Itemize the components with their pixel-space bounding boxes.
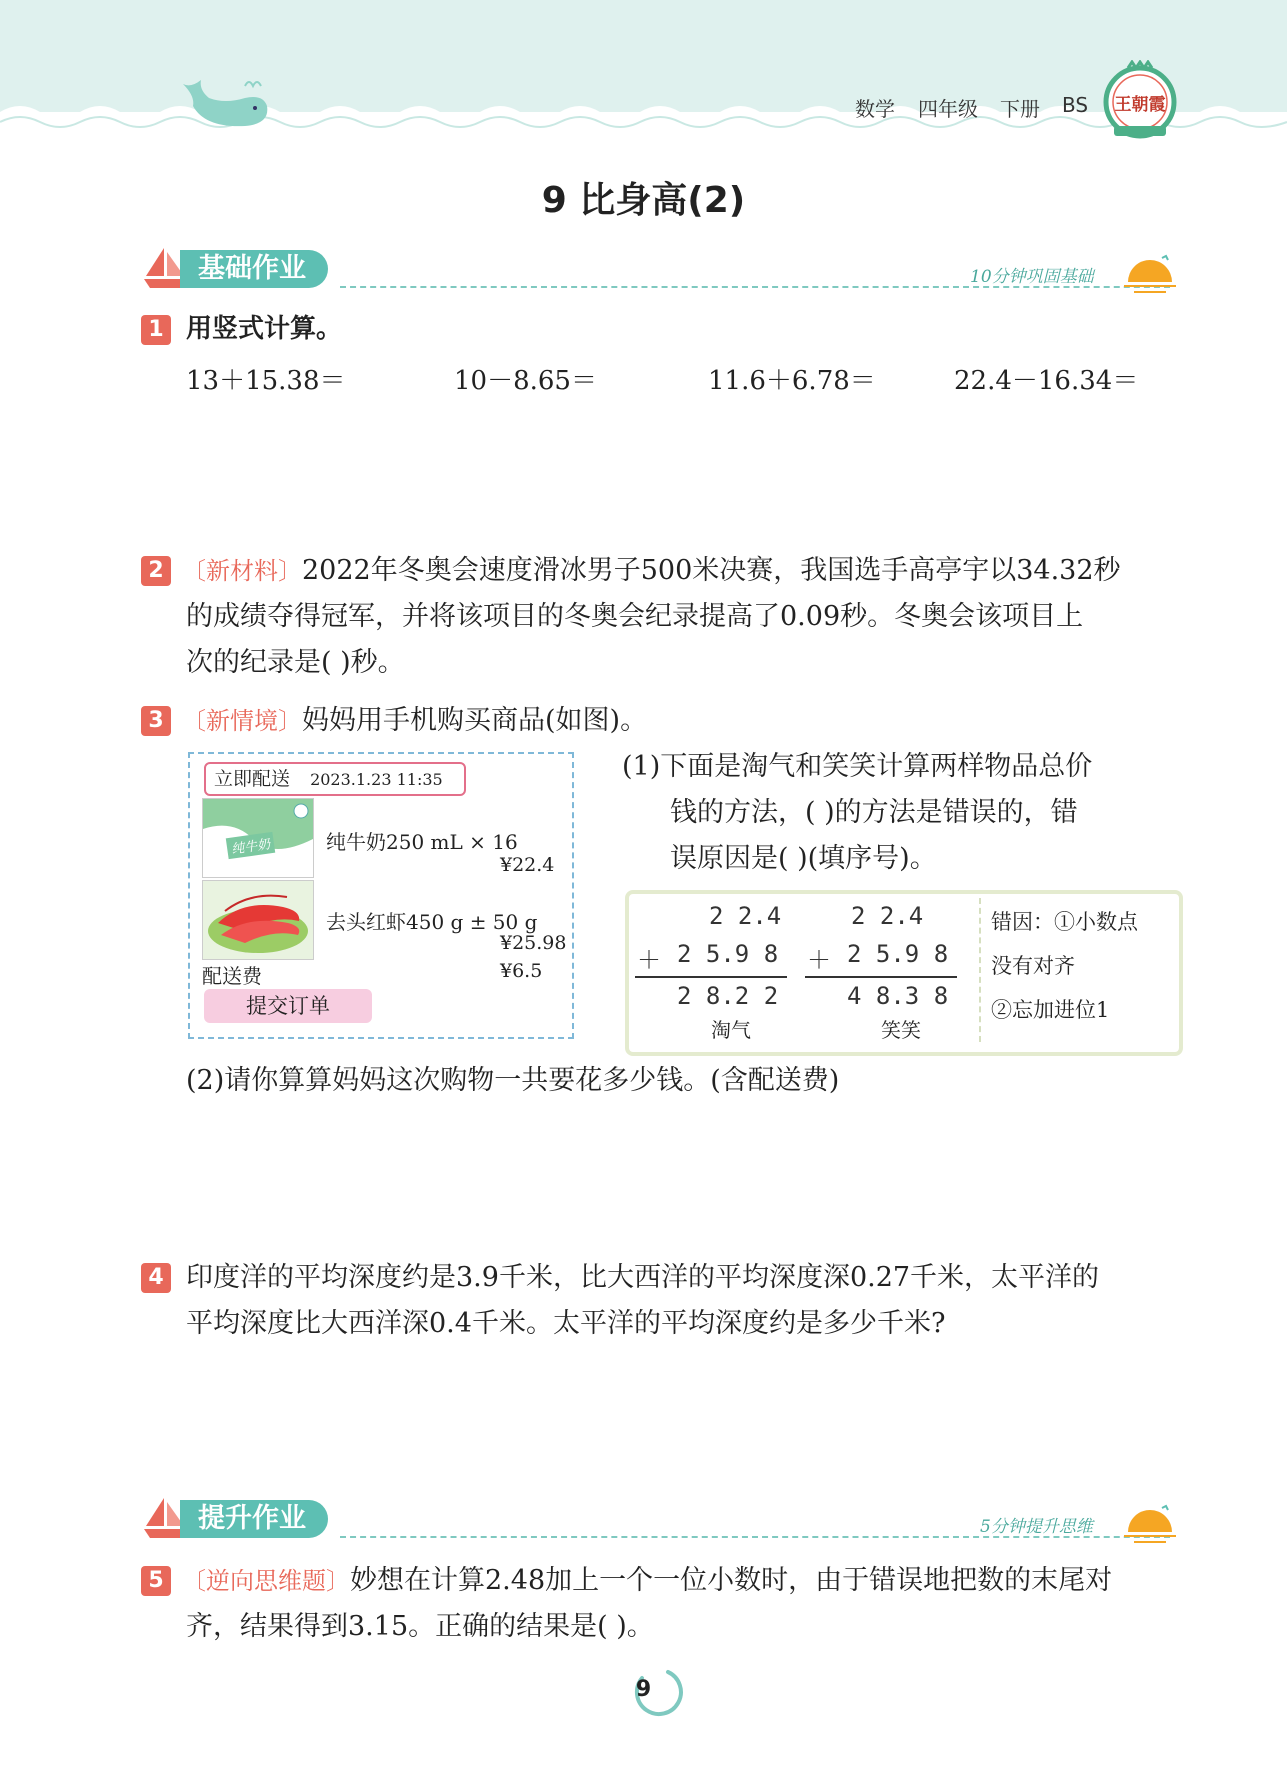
section-basic-time: 10分钟巩固基础 (970, 267, 1094, 287)
question-3-text (182, 698, 647, 744)
xiaoxiao-top-number: 2 2.4 (851, 902, 924, 930)
question-5-line-1-text: 妙想在计算2.48加上一个一位小数时，由于错误地把数的末尾对 (350, 1565, 1113, 1596)
milk-image (202, 798, 314, 878)
question-3-number: 3 (141, 706, 171, 736)
question-2-line-2: 的成绩夺得冠军，并将该项目的冬奥会纪录提高了0.09秒。冬奥会该项目上 (186, 601, 1084, 632)
volume-label: 下册 (1000, 97, 1040, 121)
delivery-fee-price: ¥6.5 (500, 960, 543, 982)
error-reason-2: 没有对齐 (991, 954, 1075, 978)
q3-sub1-line-1: (1)下面是淘气和笑笑计算两样物品总价 (622, 751, 1093, 782)
question-2-tag: 〔新材料〕 (182, 557, 302, 585)
xiaoxiao-result: 4 8.3 8 (847, 982, 949, 1010)
page-number: 9 (635, 1677, 652, 1702)
taoqi-name: 淘气 (711, 1018, 751, 1042)
logo-text: 王朝霞 (1114, 95, 1166, 115)
taoqi-top-number: 2 2.4 (709, 902, 782, 930)
xiaoxiao-sum-line (805, 976, 957, 978)
subject-label: 数学 (855, 97, 895, 121)
shrimp-image (202, 880, 314, 960)
page-title: 9 比身高(2) (541, 180, 746, 221)
submit-order-button[interactable]: 提交订单 (204, 989, 372, 1023)
brand-logo (1100, 60, 1180, 140)
taoqi-sum-line (635, 976, 787, 978)
q3-sub1-line-2: 钱的方法，( )的方法是错误的，错 (670, 797, 1078, 828)
order-time: 2023.1.23 11:35 (310, 770, 443, 789)
error-reason-3: ②忘加进位1 (991, 998, 1110, 1022)
shrimp-icon (203, 881, 313, 959)
question-5-tag: 〔逆向思维题〕 (182, 1567, 350, 1595)
question-3-text-body: 妈妈用手机购买商品(如图)。 (302, 705, 648, 736)
question-4-line-1: 印度洋的平均深度约是3.9千米，比大西洋的平均深度深0.27千米，太平洋的 (186, 1262, 1100, 1293)
order-card (188, 752, 574, 1039)
taoqi-plus-sign: ＋ (637, 946, 661, 974)
calculation-comparison-box (625, 890, 1183, 1056)
item-2-name: 去头红虾450 g ± 50 g (326, 910, 538, 934)
question-1-number: 1 (141, 315, 171, 345)
taoqi-result: 2 8.2 2 (677, 982, 779, 1010)
q1-expression-2: 10－8.65＝ (454, 366, 597, 396)
item-1-price: ¥22.4 (500, 854, 555, 876)
xiaoxiao-plus-sign: ＋ (807, 946, 831, 974)
xiaoxiao-addend: 2 5.9 8 (847, 940, 949, 968)
question-5-line-2: 齐，结果得到3.15。正确的结果是( )。 (186, 1611, 654, 1642)
edition-label: BS (1062, 93, 1089, 117)
q3-sub2: (2)请你算算妈妈这次购物一共要花多少钱。(含配送费) (186, 1065, 840, 1096)
error-reason-1: 错因：①小数点 (991, 910, 1138, 934)
question-2-line-1-text: 2022年冬奥会速度滑冰男子500米决赛，我国选手高亭宇以34.32秒 (302, 555, 1121, 586)
item-1-name: 纯牛奶250 mL × 16 (326, 830, 518, 854)
question-2-line-3: 次的纪录是( )秒。 (186, 647, 405, 678)
q3-sub1-line-3: 误原因是( )(填序号)。 (670, 843, 937, 874)
section-advanced-label: 提升作业 (180, 1500, 328, 1538)
delivery-fee-label: 配送费 (202, 964, 262, 988)
xiaoxiao-name: 笑笑 (881, 1018, 921, 1042)
question-2-number: 2 (141, 556, 171, 586)
reason-divider (979, 898, 981, 1042)
question-1-text: 用竖式计算。 (186, 314, 343, 344)
delivery-label: 立即配送 (214, 768, 291, 790)
question-2-line-1 (182, 548, 1182, 594)
question-4-number: 4 (141, 1263, 171, 1293)
item-2-price: ¥25.98 (500, 932, 567, 954)
q1-expression-4: 22.4－16.34＝ (954, 366, 1139, 396)
section-advanced-time: 5分钟提升思维 (980, 1517, 1093, 1537)
question-5-number: 5 (141, 1566, 171, 1596)
question-4-line-2: 平均深度比大西洋深0.4千米。太平洋的平均深度约是多少千米? (186, 1308, 946, 1339)
whale-icon (175, 76, 275, 132)
sunset-icon (1122, 252, 1178, 296)
question-3-tag: 〔新情境〕 (182, 707, 302, 735)
sunset-icon (1122, 1502, 1178, 1546)
order-header (204, 762, 466, 796)
q1-expression-3: 11.6＋6.78＝ (708, 366, 876, 396)
grade-label: 四年级 (918, 97, 978, 121)
question-5-line-1 (182, 1558, 1182, 1604)
milk-pack-text: 纯牛奶 (226, 832, 275, 859)
section-basic-label: 基础作业 (180, 250, 328, 288)
taoqi-addend: 2 5.9 8 (677, 940, 779, 968)
q1-expression-1: 13＋15.38＝ (186, 366, 346, 396)
